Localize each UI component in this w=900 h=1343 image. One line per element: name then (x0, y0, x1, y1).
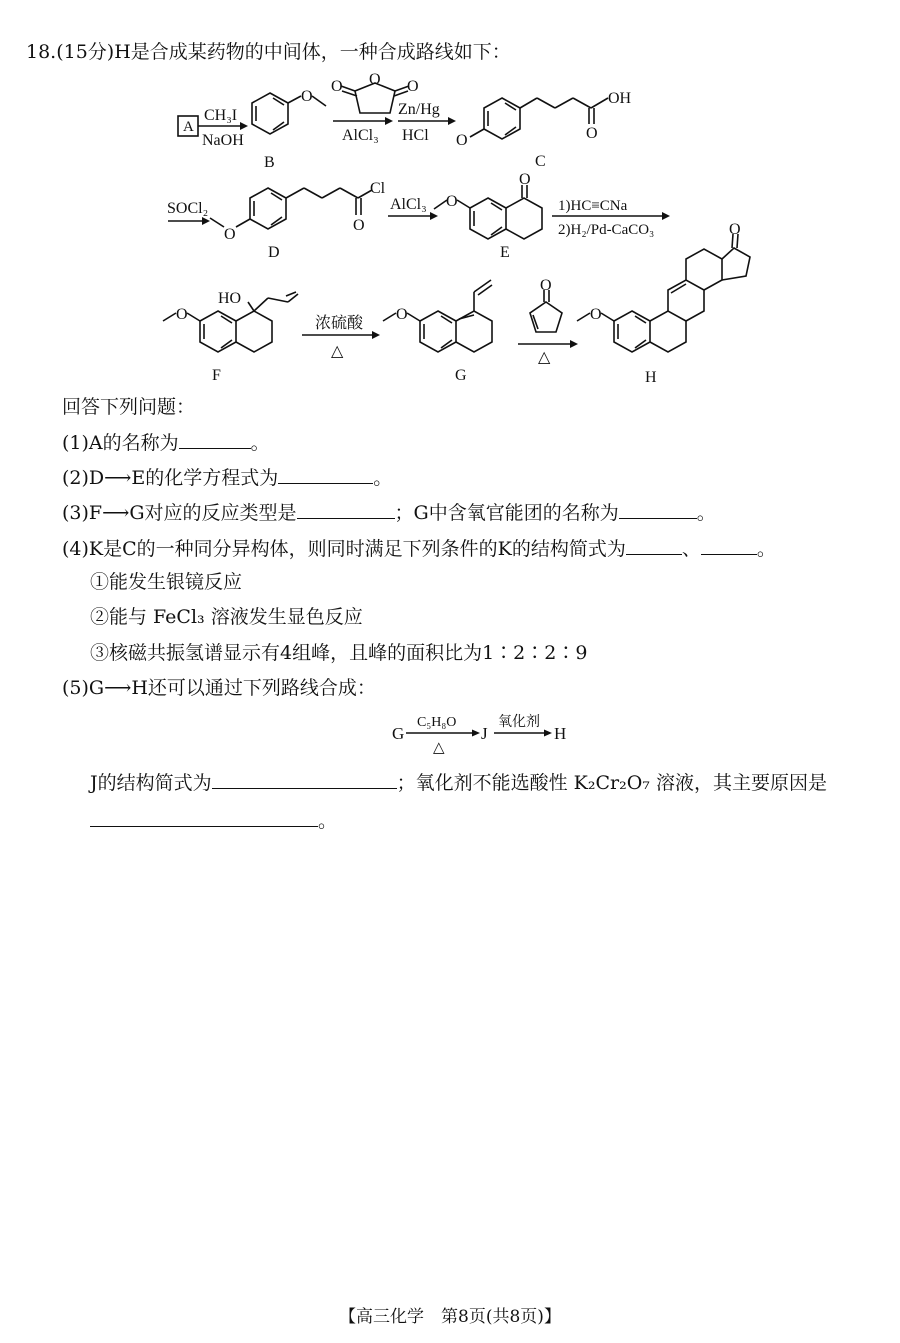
reagent-socl2: SOCl₂ (167, 200, 209, 217)
reagent-hcl: HCl (402, 127, 429, 144)
atom-o-b: O (301, 88, 313, 105)
question-5c-answer: 。 (90, 808, 337, 833)
condition-3: ③核磁共振氢谱显示有4组峰，且峰的面积比为1∶2∶2∶9 (90, 642, 588, 664)
compound-h-ring-a (614, 311, 650, 352)
condition-2: ②能与 FeCl₃ 溶液发生显色反应 (90, 606, 363, 628)
route-g: G (392, 724, 405, 743)
question-2: (2)D⟶E的化学方程式为 。 (62, 467, 393, 489)
label-h: H (645, 369, 657, 386)
atom-o-g: O (396, 306, 408, 323)
atom-o-h-ketone: O (729, 221, 741, 238)
atom-o-cyclopentenone: O (540, 277, 552, 294)
compound-g-aromatic (420, 311, 456, 352)
reagent-znhg: Zn/Hg (398, 101, 440, 118)
atom-o-anhydride-left: O (331, 78, 343, 95)
reagent-alcl3-1: AlCl₃ (342, 127, 379, 144)
question-1: (1)A的名称为 。 (62, 432, 270, 454)
reagent-naoh: NaOH (202, 132, 244, 149)
label-d: D (268, 244, 280, 261)
atom-o-d: O (224, 226, 236, 243)
answer-blank-4b[interactable] (701, 536, 757, 555)
answer-blank-2[interactable] (278, 465, 373, 484)
route-oxidant: 氧化剂 (498, 715, 540, 730)
answer-blank-3b[interactable] (619, 500, 697, 519)
route-j: J (481, 724, 488, 743)
reagent-alcl3-2: AlCl₃ (390, 196, 427, 213)
compound-c-ring (484, 98, 520, 139)
cyclopentenone-ring (530, 302, 562, 332)
compound-e-aromatic (470, 198, 506, 239)
questions-intro: 回答下列问题： (62, 396, 196, 418)
question-5b: J的结构简式为 ；氧化剂不能选酸性 K₂Cr₂O₇ 溶液，其主要原因是 (90, 772, 827, 794)
label-f: F (212, 367, 221, 384)
compound-b-ring (252, 93, 288, 134)
answer-blank-1[interactable] (179, 430, 251, 449)
atom-o-anhydride-ring: O (369, 71, 381, 88)
reagent-heat-1: △ (331, 343, 344, 360)
atom-o-c: O (456, 132, 468, 149)
answer-blank-3a[interactable] (297, 500, 395, 519)
reagent-heat-2: △ (538, 349, 551, 366)
atom-o-h: O (590, 306, 602, 323)
label-e: E (500, 244, 510, 261)
answer-blank-4a[interactable] (626, 536, 682, 555)
atom-o-d-carbonyl: O (353, 217, 365, 234)
question-number: 18. (26, 41, 57, 63)
route-h: H (554, 724, 567, 743)
compound-f-aromatic (200, 311, 236, 352)
question-3: (3)F⟶G对应的反应类型是 ；G中含氧官能团的名称为 。 (62, 502, 716, 524)
synthesis-scheme (0, 0, 900, 400)
reagent-ch3i: CH₃I (204, 107, 238, 124)
reagent-h2so4: 浓硫酸 (315, 315, 364, 332)
question-5: (5)G⟶H还可以通过下列路线合成： (62, 677, 376, 699)
page-footer: 【高三化学 第8页(共8页)】 (339, 1307, 561, 1327)
label-c: C (535, 153, 546, 170)
atom-o-c-carbonyl: O (586, 125, 598, 142)
question-4: (4)K是C的一种同分异构体，则同时满足下列条件的K的结构简式为 、 。 (62, 538, 776, 560)
atom-o-e: O (446, 193, 458, 210)
atom-ho-f: HO (218, 290, 242, 307)
atom-oh-c: OH (608, 90, 632, 107)
atom-cl-d: Cl (370, 180, 386, 197)
reagent-lindlar: 2)H₂/Pd-CaCO₃ (558, 222, 655, 238)
answer-blank-5b[interactable] (90, 808, 318, 827)
route-reagent: C₅H₈O (417, 715, 457, 730)
question-stem: H是合成某药物的中间体，一种合成路线如下： (114, 41, 511, 63)
atom-o-f: O (176, 306, 188, 323)
condition-1: ①能发生银镜反应 (90, 571, 243, 593)
atom-o-anhydride-right: O (407, 78, 419, 95)
compound-d-ring (250, 188, 286, 229)
route-delta: △ (433, 740, 445, 754)
answer-blank-5a[interactable] (212, 770, 397, 789)
label-b: B (264, 154, 275, 171)
question-points: (15分) (56, 41, 115, 63)
label-g: G (455, 367, 467, 384)
route-g-to-h (390, 706, 580, 754)
label-a: A (183, 119, 194, 135)
atom-o-e-carbonyl: O (519, 171, 531, 188)
reagent-acetylide: 1)HC≡CNa (558, 198, 628, 214)
